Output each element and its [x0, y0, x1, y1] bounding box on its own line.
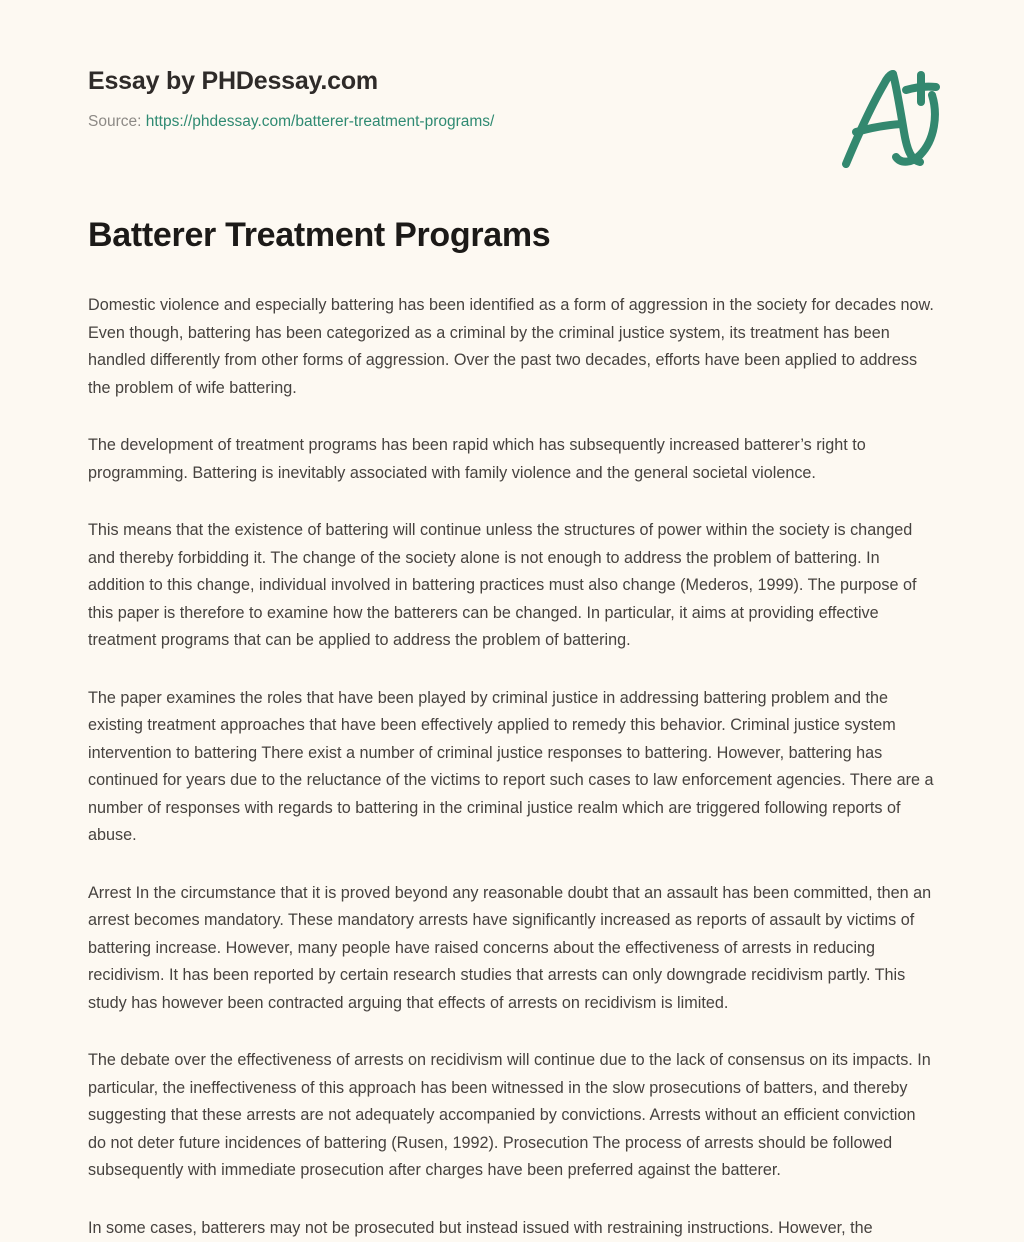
page-header — [88, 0, 936, 118]
article-paragraph: The development of treatment programs has been rapid which has subsequently increased batterer’s right to programming. Battering is inevitably associated with family violence and the general societal violence. — [88, 432, 938, 487]
a-plus-logo-icon — [832, 62, 952, 174]
brand-title: Essay by PHDessay.com — [88, 66, 936, 96]
article-paragraph: In some cases, batterers may not be prosecuted but instead issued with restraining instructions. However, the — [88, 1215, 938, 1242]
a-plus-logo-glyph — [832, 62, 952, 174]
source-url-link[interactable]: https://phdessay.com/batterer-treatment-programs/ — [146, 113, 495, 130]
source-line — [88, 112, 936, 132]
article-paragraph: The debate over the effectiveness of arrests on recidivism will continue due to the lack of consensus on its impacts. In particular, the ineffectiveness of this approach has been witnessed in the slow prosecutions of batters, and thereby suggesting that these arrests are not adequately accompanied by convictions. Arrests without an efficient conviction do not deter future incidences of battering (Rusen, 1992). Prosecution The process of arrests should be followed subsequently with immediate prosecution after charges have been preferred against the batterer. — [88, 1047, 938, 1185]
article-paragraph: Domestic violence and especially battering has been identified as a form of aggression in the society for decades now. Even though, battering has been categorized as a criminal by the criminal justice system, its treatment has been handled differently from other forms of aggression. Over the past two decades, efforts have been applied to address the problem of wife battering. — [88, 292, 938, 402]
article-paragraph: The paper examines the roles that have been played by criminal justice in addressing battering problem and the existing treatment approaches that have been effectively applied to remedy this behavior. Criminal justice system intervention to battering There exist a number of criminal justice responses to battering. However, battering has continued for years due to the reluctance of the victims to report such cases to law enforcement agencies. There are a number of responses with regards to battering in the criminal justice realm which are triggered following reports of abuse. — [88, 685, 938, 850]
page-title: Batterer Treatment Programs — [88, 118, 936, 256]
article-paragraph: This means that the existence of battering will continue unless the structures of power within the society is changed and thereby forbidding it. The change of the society alone is not enough to address the problem of battering. In addition to this change, individual involved in battering practices must also change (Mederos, 1999). The purpose of this paper is therefore to examine how the batterers can be changed. In particular, it aims at providing effective treatment programs that can be applied to address the problem of battering. — [88, 517, 938, 655]
article-paragraph: Arrest In the circumstance that it is proved beyond any reasonable doubt that an assault has been committed, then an arrest becomes mandatory. These mandatory arrests have significantly increased as reports of assault by victims of battering increase. However, many people have raised concerns about the effectiveness of arrests in reducing recidivism. It has been reported by certain research studies that arrests can only downgrade recidivism partly. This study has however been contracted arguing that effects of arrests on recidivism is limited. — [88, 880, 938, 1018]
article-body — [88, 256, 938, 1242]
source-label: Source: — [88, 113, 141, 130]
